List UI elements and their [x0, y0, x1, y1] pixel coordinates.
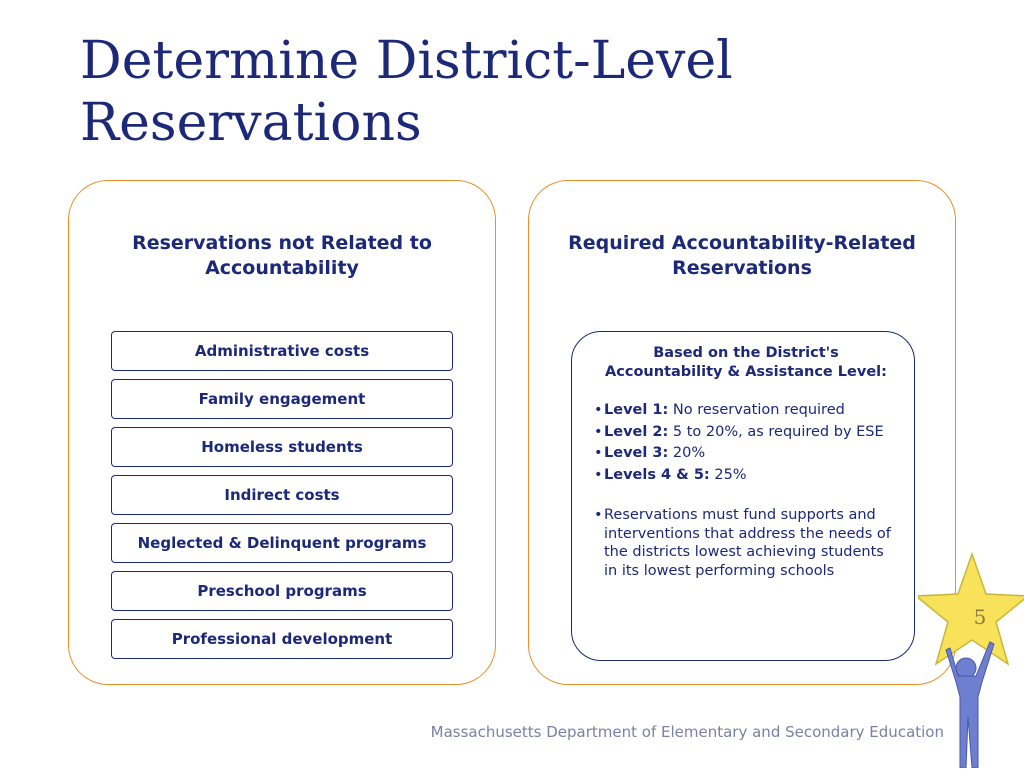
level-text: 20% — [672, 445, 706, 461]
level-text: 25% — [714, 466, 747, 483]
level-label: Level 3: — [604, 445, 669, 461]
level-item — [594, 465, 898, 487]
level-label: Level 2: — [604, 423, 669, 440]
slide-title: Determine District-Level Reservations — [80, 31, 733, 153]
list-item: Family engagement — [111, 379, 453, 419]
level-text: No reservation required — [672, 402, 845, 418]
accountability-info-box — [571, 331, 915, 661]
left-panel-heading: Reservations not Related to Accountability — [132, 232, 432, 279]
level-list — [594, 400, 898, 486]
left-panel — [68, 180, 496, 685]
page-number: 5 — [973, 605, 987, 629]
level-item — [594, 400, 898, 422]
list-item: Administrative costs — [111, 331, 453, 371]
list-item: Indirect costs — [111, 475, 453, 515]
person-icon — [946, 642, 994, 768]
level-item — [594, 443, 898, 465]
level-label: Levels 4 & 5: — [604, 466, 710, 483]
list-item: Neglected & Delinquent programs — [111, 523, 453, 563]
level-item — [594, 422, 898, 444]
list-item: Professional development — [111, 619, 453, 659]
right-panel — [528, 180, 956, 685]
info-box-heading: Based on the District's Accountability & Assistance Level: — [605, 345, 887, 380]
reservation-note: • Reservations must fund supports and interventions that address the needs of the districts lowest achieving students in its lowest performing schools — [594, 506, 898, 580]
list-item: Preschool programs — [111, 571, 453, 611]
right-panel-heading: Required Accountability-Related Reservations — [568, 232, 916, 279]
footer-text: Massachusetts Department of Elementary and Secondary Education — [430, 723, 944, 741]
list-item: Homeless students — [111, 427, 453, 467]
level-text: 5 to 20%, as required by ESE — [672, 423, 884, 440]
level-label: Level 1: — [604, 402, 669, 418]
